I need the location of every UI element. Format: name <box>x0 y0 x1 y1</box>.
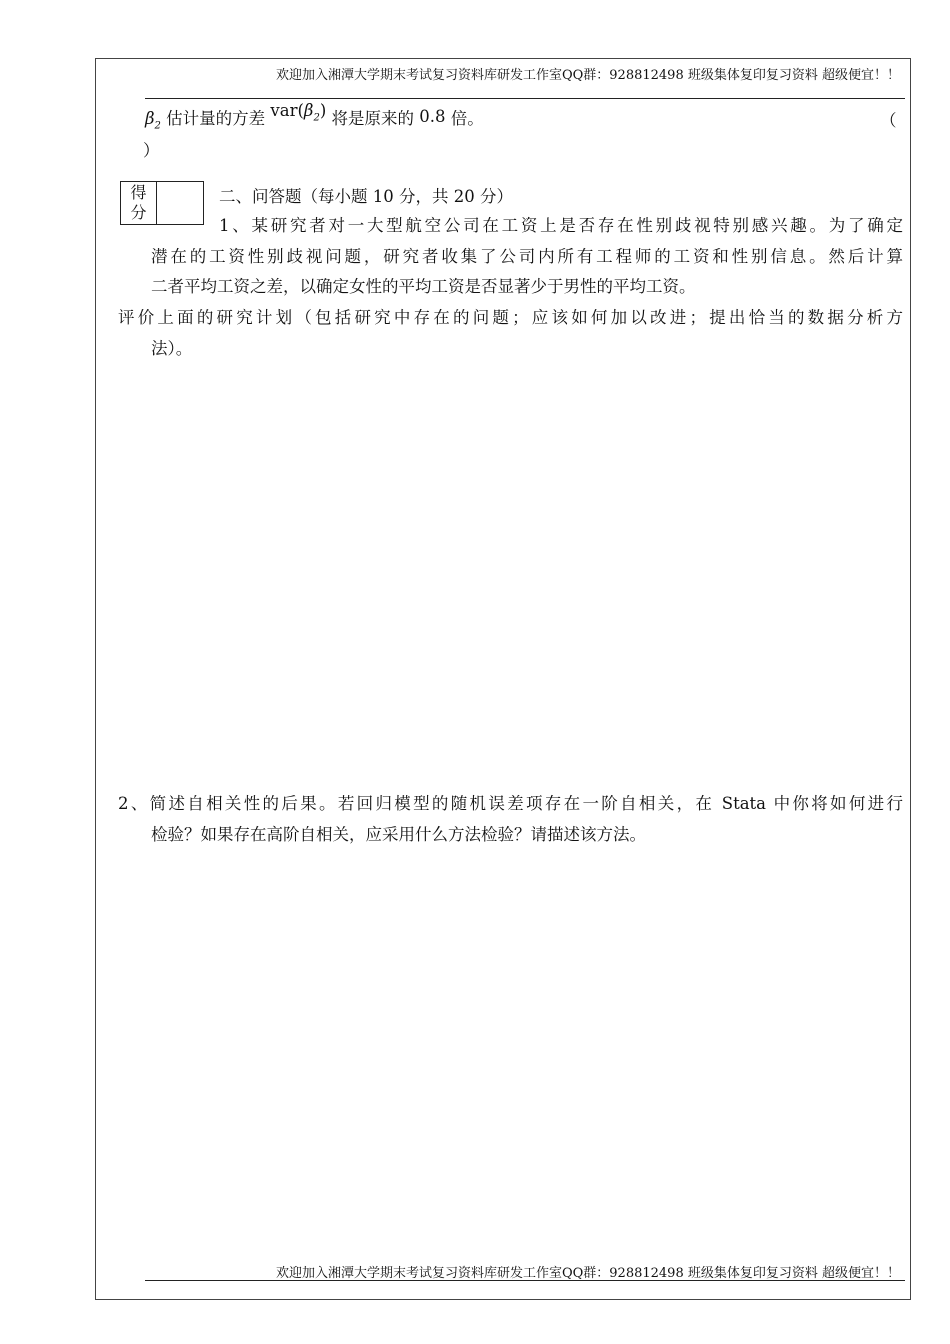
question-1-line-4: 评价上面的研究计划（包括研究中存在的问题；应该如何加以改进；提出恰当的数据分析方 <box>118 308 903 327</box>
answer-paren-open: （ <box>880 111 897 130</box>
question-1-line-5: 法）。 <box>151 339 193 358</box>
beta-symbol: $\beta_2$ <box>145 109 161 132</box>
question-1-line-3: 二者平均工资之差，以确定女性的平均工资是否显著少于男性的平均工资。 <box>151 277 696 296</box>
question-2-line-2: 检验？如果存在高阶自相关，应采用什么方法检验？请描述该方法。 <box>151 825 646 844</box>
carryover-text-3: 倍。 <box>450 109 484 128</box>
variance-expression: $var(\beta_2)$ <box>270 101 327 124</box>
factor-value: 0.8 <box>419 107 446 126</box>
question-1-line-2: 潜在的工资性别歧视问题，研究者收集了公司内所有工程师的工资和性别信息。然后计算 <box>151 247 903 266</box>
carryover-text-2: 将是原来的 <box>331 109 415 128</box>
footer-rule <box>145 1280 905 1281</box>
carryover-text-1: 估计量的方差 <box>166 109 266 128</box>
header-banner: 欢迎加入湘潭大学期末考试复习资料库研发工作室QQ群：928812498 班级集体复印复习资料 超级便宜！！ <box>275 68 900 83</box>
score-entry-cell[interactable] <box>157 182 203 224</box>
question-1-line-1: 1、某研究者对一大型航空公司在工资上是否存在性别歧视特别感兴趣。为了确定 <box>219 216 903 235</box>
footer-banner: 欢迎加入湘潭大学期末考试复习资料库研发工作室QQ群：928812498 班级集体复印复习资料 超级便宜！！ <box>275 1266 900 1281</box>
score-box <box>120 181 204 225</box>
header-rule <box>145 98 905 99</box>
question-2-line-1: 2、简述自相关性的后果。若回归模型的随机误差项存在一阶自相关，在 Stata 中你将如何进行 <box>118 794 903 813</box>
answer-paren-close: ） <box>143 141 160 160</box>
score-label: 得 分 <box>121 182 157 224</box>
section-title: 二、问答题（每小题 10 分，共 20 分） <box>219 187 513 206</box>
carryover-statement <box>145 101 484 132</box>
